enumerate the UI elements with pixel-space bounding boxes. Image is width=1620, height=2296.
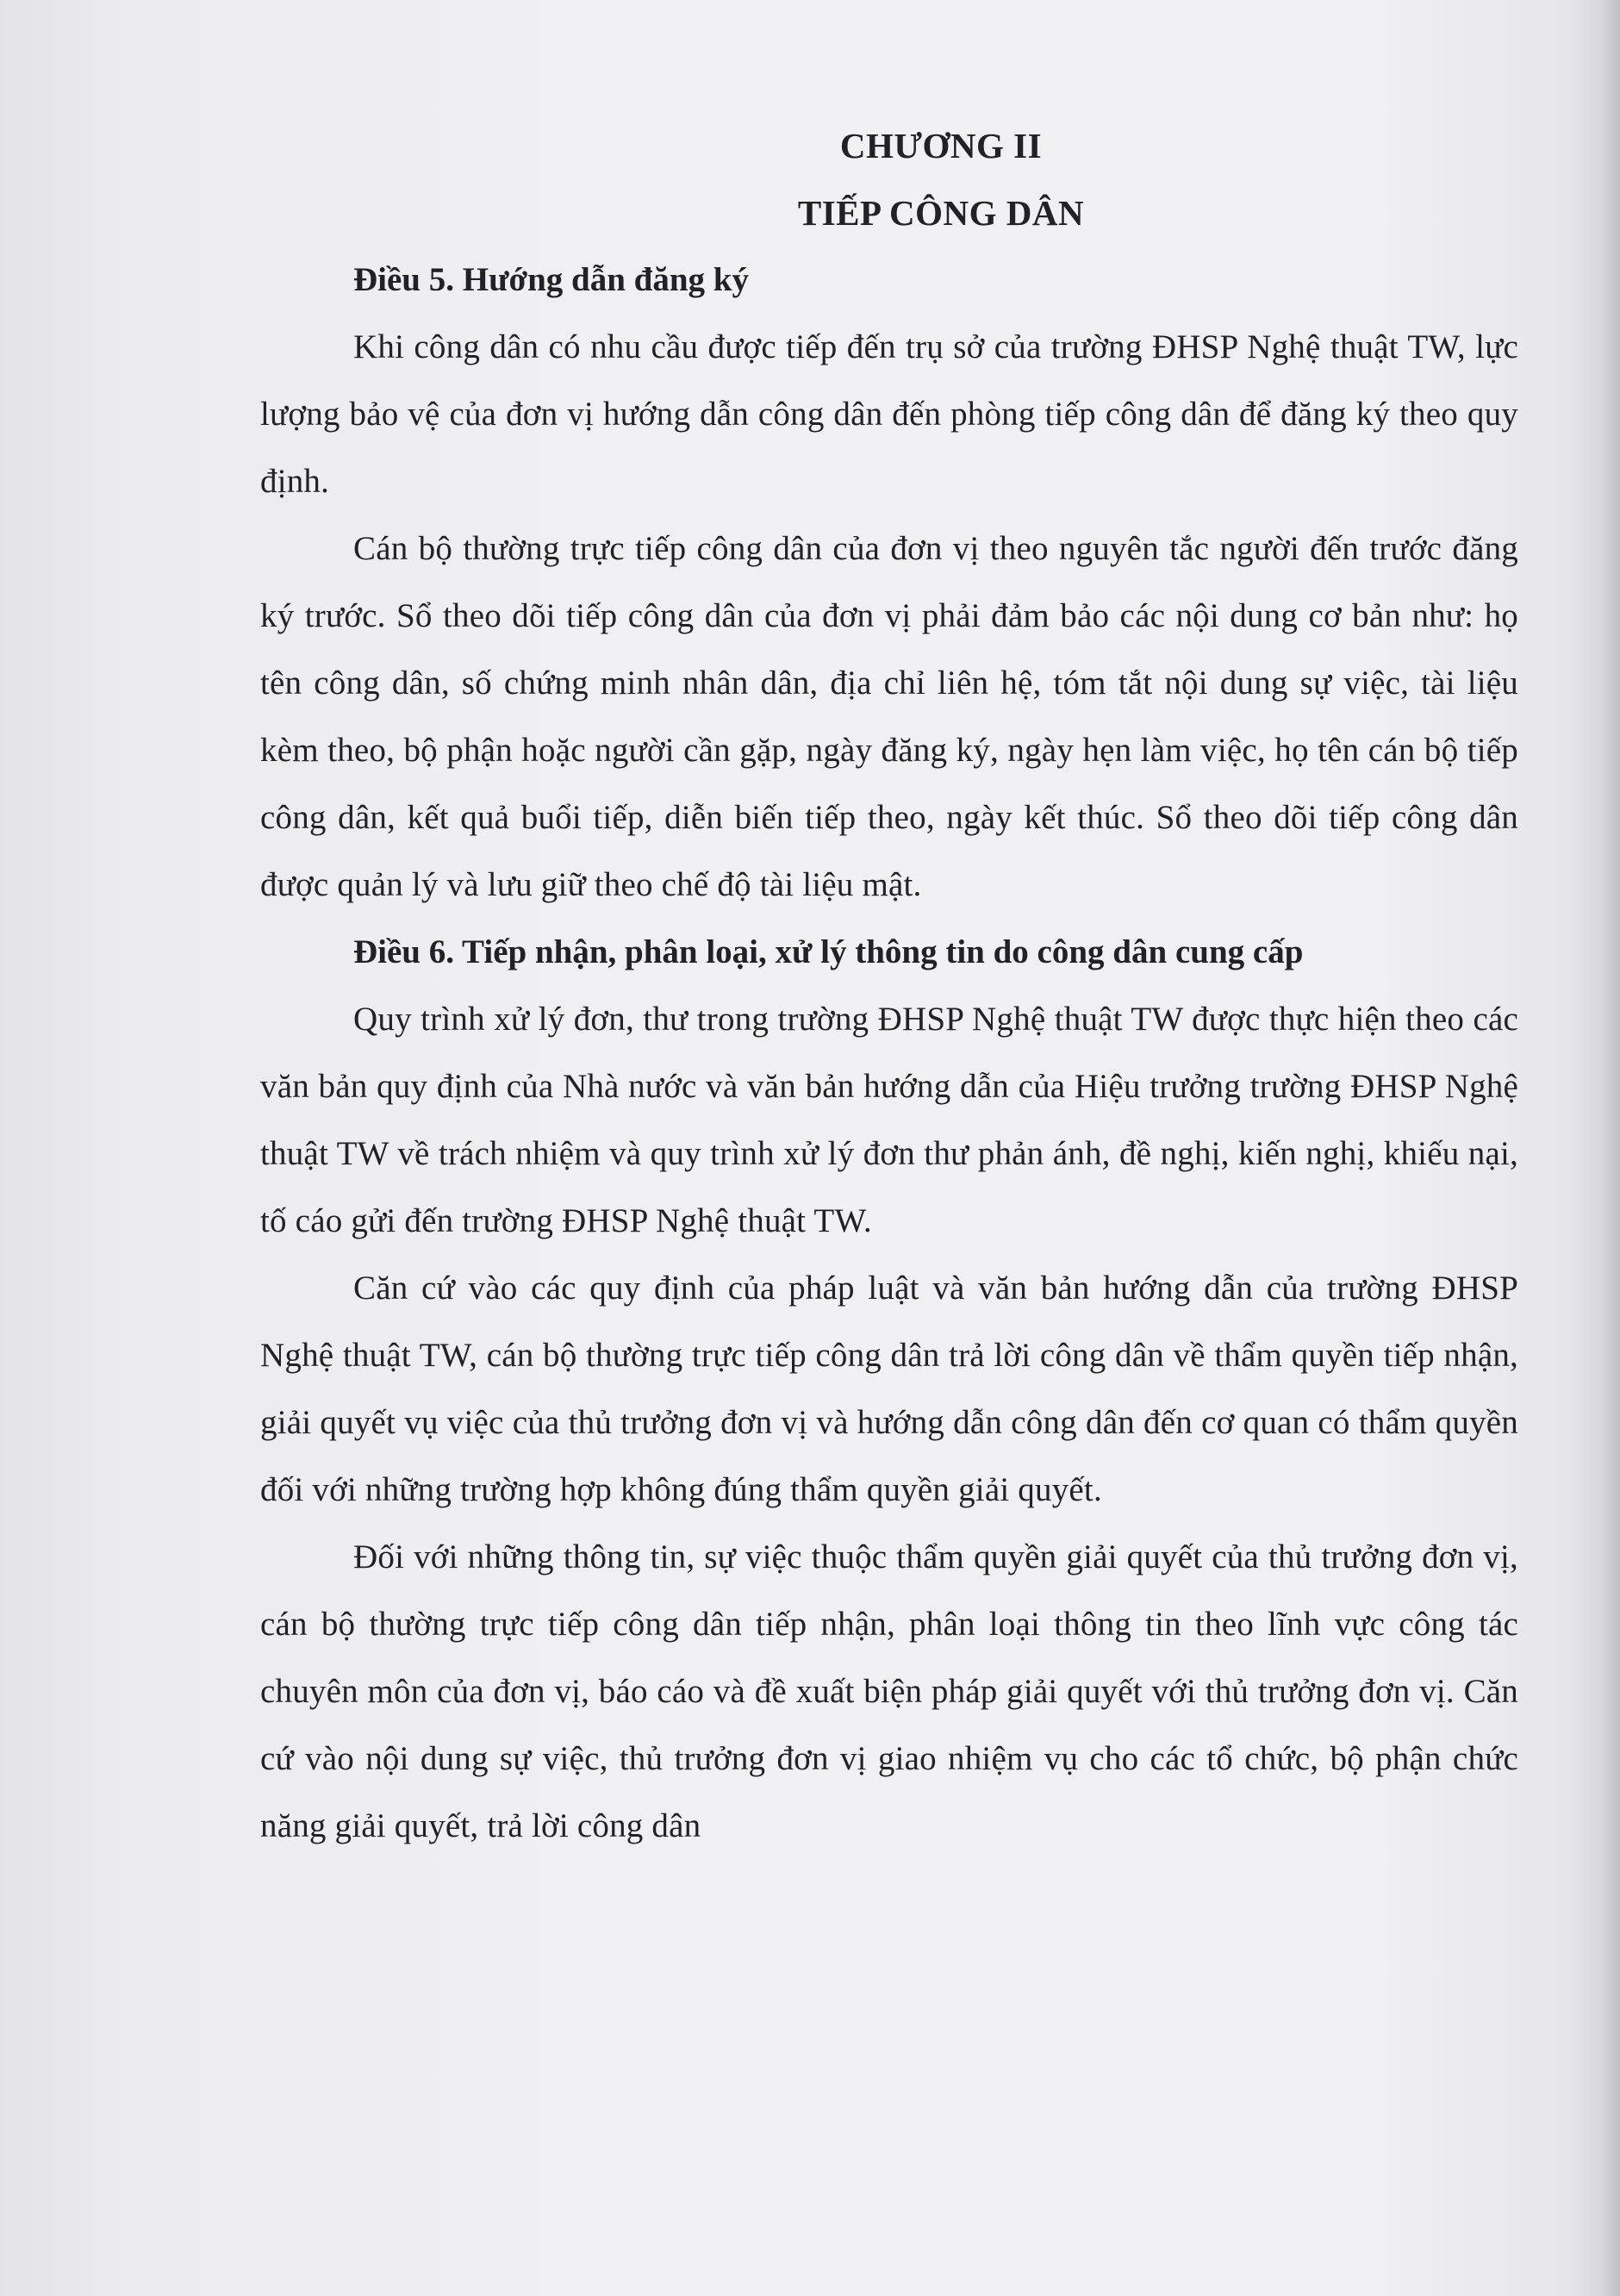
chapter-label: CHƯƠNG II xyxy=(839,126,1043,165)
article-6 xyxy=(260,919,1518,1860)
document-body xyxy=(260,112,1518,1860)
article-paragraph: Quy trình xử lý đơn, thư trong trường ĐHSP Nghệ thuật TW được thực hiện theo các văn bản quy định của Nhà nước và văn bản hướng dẫn của Hiệu trưởng trường ĐHSP Nghệ thuật TW về trách nhiệm và quy trình xử lý đơn thư phản ánh, đề nghị, kiến nghị, khiếu nại, tố cáo gửi đến trường ĐHSP Nghệ thuật TW. xyxy=(260,1001,1518,1239)
article-title: Điều 6. Tiếp nhận, phân loại, xử lý thông tin do công dân cung cấp xyxy=(353,933,1304,970)
article-title: Điều 5. Hướng dẫn đăng ký xyxy=(353,261,749,298)
article-paragraph: Khi công dân có nhu cầu được tiếp đến trụ sở của trường ĐHSP Nghệ thuật TW, lực lượng bảo vệ của đơn vị hướng dẫn công dân đến phòng tiếp công dân để đăng ký theo quy định. xyxy=(260,328,1518,500)
article-5 xyxy=(260,246,1518,919)
article-paragraph: Căn cứ vào các quy định của pháp luật và văn bản hướng dẫn của trường ĐHSP Nghệ thuật TW, cán bộ thường trực tiếp công dân trả lời công dân về thẩm quyền tiếp nhận, giải quyết vụ việc của thủ trưởng đơn vị và hướng dẫn công dân đến cơ quan có thẩm quyền đối với những trường hợp không đúng thẩm quyền giải quyết. xyxy=(260,1270,1518,1508)
article-paragraph: Đối với những thông tin, sự việc thuộc thẩm quyền giải quyết của thủ trưởng đơn vị, cán bộ thường trực tiếp công dân tiếp nhận, phân loại thông tin theo lĩnh vực công tác chuyên môn của đơn vị, báo cáo và đề xuất biện pháp giải quyết với thủ trưởng đơn vị. Căn cứ vào nội dung sự việc, thủ trưởng đơn vị giao nhiệm vụ cho các tổ chức, bộ phận chức năng giải quyết, trả lời công dân xyxy=(260,1538,1518,1844)
article-paragraph: Cán bộ thường trực tiếp công dân của đơn vị theo nguyên tắc người đến trước đăng ký trước. Sổ theo dõi tiếp công dân của đơn vị phải đảm bảo các nội dung cơ bản như: họ tên công dân, số chứng minh nhân dân, địa chỉ liên hệ, tóm tắt nội dung sự việc, tài liệu kèm theo, bộ phận hoặc người cần gặp, ngày đăng ký, ngày hẹn làm việc, họ tên cán bộ tiếp công dân, kết quả buổi tiếp, diễn biến tiếp theo, ngày kết thúc. Sổ theo dõi tiếp công dân được quản lý và lưu giữ theo chế độ tài liệu mật. xyxy=(260,530,1518,903)
chapter-title: TIẾP CÔNG DÂN xyxy=(797,193,1085,233)
